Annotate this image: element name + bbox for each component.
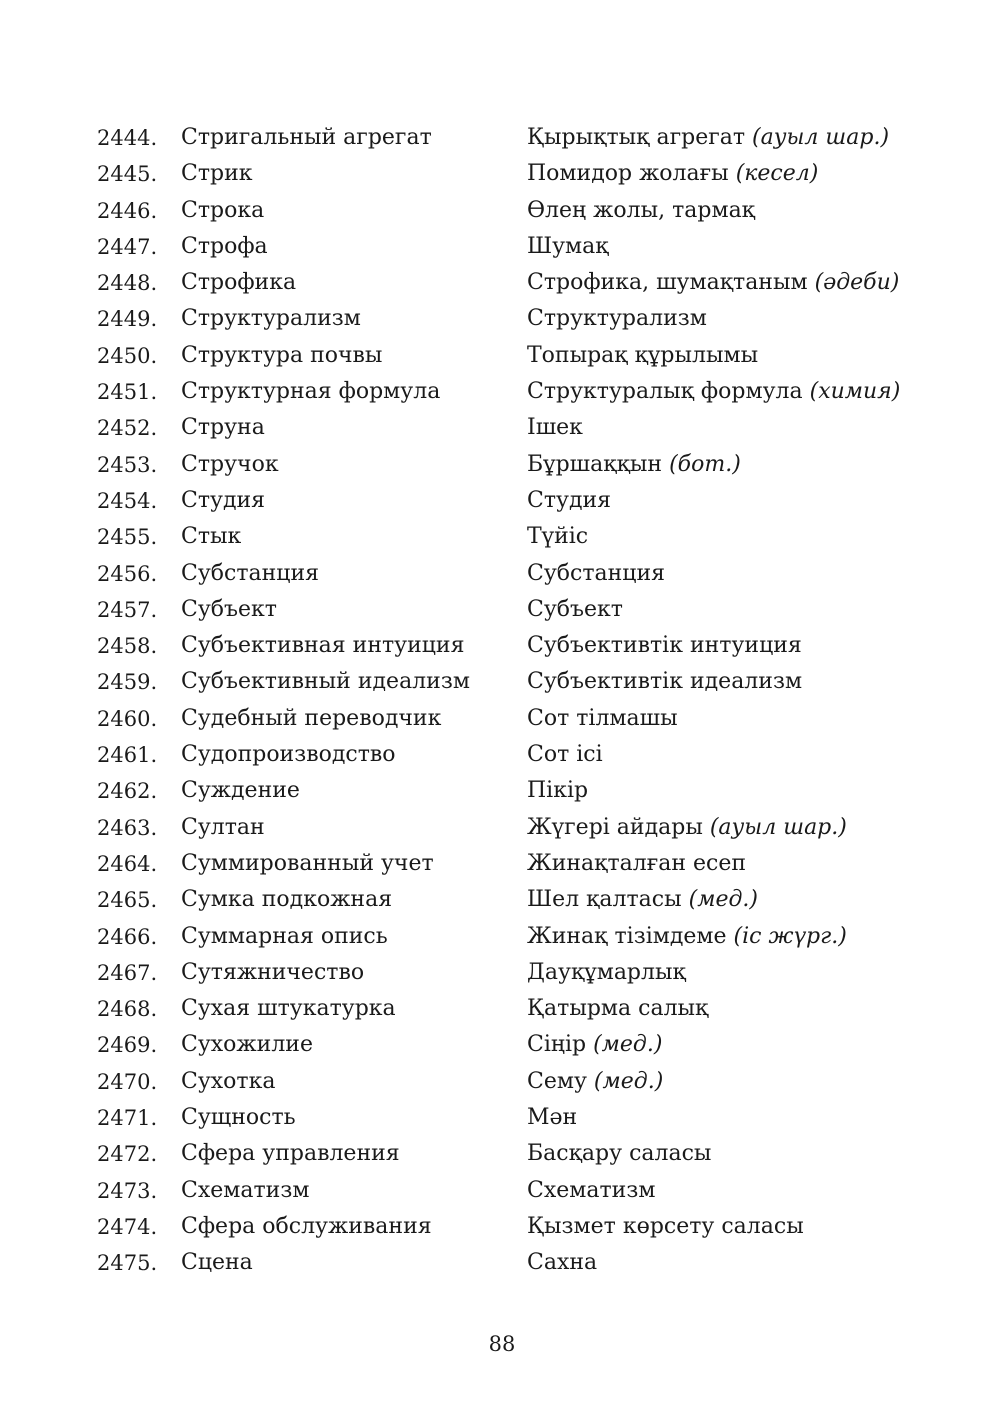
dictionary-entry (0, 265, 1004, 301)
dictionary-entry (0, 919, 1004, 955)
entry-number: 2449. (97, 307, 158, 332)
domain-note: (мед.) (688, 887, 759, 913)
kazakh-term: Субъективтік идеализм (527, 669, 803, 695)
kazakh-term: Жүгері айдары (527, 814, 703, 840)
dictionary-entry (0, 1209, 1004, 1245)
dictionary-entry (0, 156, 1004, 192)
russian-term: Сухая штукатурка (181, 996, 396, 1022)
entry-number: 2466. (97, 924, 158, 949)
entry-number: 2460. (97, 706, 158, 731)
entry-number: 2445. (97, 162, 158, 187)
domain-note: (мед.) (593, 1068, 664, 1094)
entry-number: 2463. (97, 815, 158, 840)
russian-term: Субъект (181, 596, 277, 622)
dictionary-entry (0, 338, 1004, 374)
dictionary-entry (0, 882, 1004, 918)
kazakh-term: Сему (527, 1068, 587, 1094)
dictionary-entry (0, 737, 1004, 773)
russian-term: Стык (181, 524, 242, 550)
kazakh-translation (527, 120, 889, 156)
russian-term: Сфера управления (181, 1141, 400, 1167)
kazakh-term: Жинақталған есеп (527, 850, 747, 876)
dictionary-entry (0, 773, 1004, 809)
dictionary-entry (0, 592, 1004, 628)
dictionary-entry (0, 410, 1004, 446)
kazakh-term: Субъективтік интуиция (527, 633, 802, 659)
kazakh-translation (527, 447, 741, 483)
kazakh-term: Строфика, шумақтаным (527, 270, 808, 296)
entry-number: 2448. (97, 271, 158, 296)
kazakh-translation (527, 1245, 597, 1281)
entry-number: 2446. (97, 198, 158, 223)
domain-note: (кесел) (735, 161, 819, 187)
russian-term: Сутяжничество (181, 959, 365, 985)
kazakh-term: Помидор жолағы (527, 161, 729, 187)
kazakh-translation (527, 773, 588, 809)
domain-note: (ауыл шар.) (709, 814, 847, 840)
kazakh-translation (527, 664, 802, 700)
kazakh-term: Өлең жолы, тармақ (527, 197, 756, 223)
entry-number: 2472. (97, 1142, 158, 1167)
russian-term: Судебный переводчик (181, 705, 442, 731)
entry-number: 2451. (97, 380, 158, 405)
kazakh-translation (527, 882, 758, 918)
dictionary-entry (0, 1027, 1004, 1063)
dictionary-entry (0, 846, 1004, 882)
kazakh-term: Қырықтық агрегат (527, 125, 746, 150)
kazakh-term: Пікір (527, 778, 589, 804)
dictionary-entries (0, 120, 1004, 1282)
dictionary-entry (0, 664, 1004, 700)
entry-number: 2450. (97, 343, 158, 368)
kazakh-translation (527, 519, 588, 555)
entry-number: 2458. (97, 634, 158, 659)
dictionary-entry (0, 1136, 1004, 1172)
kazakh-term: Бұршаққын (527, 451, 663, 477)
kazakh-term: Сот тілмашы (527, 705, 678, 731)
domain-note: (ауыл шар.) (752, 125, 890, 150)
entry-number: 2465. (97, 888, 158, 913)
kazakh-translation (527, 1136, 711, 1172)
dictionary-entry (0, 374, 1004, 410)
russian-term: Субъективный идеализм (181, 669, 470, 695)
entry-number: 2444. (97, 126, 158, 150)
kazakh-translation (527, 701, 678, 737)
kazakh-translation (527, 1173, 655, 1209)
kazakh-translation (527, 846, 746, 882)
dictionary-entry (0, 483, 1004, 519)
dictionary-entry (0, 229, 1004, 265)
kazakh-translation (527, 193, 755, 229)
russian-term: Стручок (181, 451, 279, 477)
kazakh-translation (527, 1209, 804, 1245)
kazakh-translation (527, 737, 603, 773)
dictionary-entry (0, 447, 1004, 483)
russian-term: Строфа (181, 233, 268, 259)
dictionary-entry (0, 193, 1004, 229)
kazakh-translation (527, 1027, 662, 1063)
russian-term: Студия (181, 487, 266, 513)
entry-number: 2471. (97, 1106, 158, 1131)
russian-term: Сумка подкожная (181, 887, 393, 913)
page-number: 88 (488, 1332, 516, 1356)
kazakh-translation (527, 592, 623, 628)
russian-term: Структурная формула (181, 379, 441, 405)
domain-note: (іс жүрг.) (733, 923, 847, 949)
entry-number: 2459. (97, 670, 158, 695)
kazakh-term: Студия (527, 487, 612, 513)
russian-term: Строфика (181, 270, 297, 296)
kazakh-translation (527, 556, 665, 592)
kazakh-translation (527, 810, 847, 846)
dictionary-entry (0, 120, 1004, 156)
domain-note: (бот.) (669, 451, 741, 477)
russian-term: Строка (181, 197, 265, 223)
russian-term: Струна (181, 415, 265, 441)
russian-term: Стрик (181, 161, 253, 187)
dictionary-entry (0, 519, 1004, 555)
dictionary-entry (0, 701, 1004, 737)
russian-term: Структурализм (181, 306, 361, 332)
entry-number: 2467. (97, 960, 158, 985)
kazakh-term: Структурализм (527, 306, 707, 332)
russian-term: Сцена (181, 1250, 253, 1276)
kazakh-term: Схематизм (527, 1177, 656, 1203)
dictionary-entry (0, 810, 1004, 846)
domain-note: (мед.) (593, 1032, 663, 1058)
entry-number: 2456. (97, 561, 158, 586)
russian-term: Сухотка (181, 1068, 276, 1094)
russian-term: Судопроизводство (181, 742, 396, 768)
entry-number: 2457. (97, 597, 158, 622)
dictionary-entry (0, 301, 1004, 337)
entry-number: 2474. (97, 1214, 158, 1239)
entry-number: 2455. (97, 525, 158, 550)
kazakh-translation (527, 955, 686, 991)
russian-term: Субъективная интуиция (181, 633, 465, 659)
kazakh-translation (527, 156, 818, 192)
kazakh-translation (527, 483, 611, 519)
kazakh-term: Жинақ тізімдеме (527, 923, 727, 949)
kazakh-translation (527, 1064, 663, 1100)
russian-term: Субстанция (181, 560, 319, 586)
russian-term: Стригальный агрегат (181, 125, 432, 150)
entry-number: 2461. (97, 743, 158, 768)
kazakh-translation (527, 628, 802, 664)
domain-note: (химия) (809, 379, 901, 405)
entry-number: 2473. (97, 1178, 158, 1203)
dictionary-entry (0, 1245, 1004, 1281)
domain-note: (әдеби) (814, 270, 900, 296)
dictionary-entry (0, 556, 1004, 592)
kazakh-translation (527, 229, 609, 265)
entry-number: 2469. (97, 1033, 158, 1058)
kazakh-translation (527, 991, 708, 1027)
kazakh-term: Сіңір (527, 1032, 587, 1058)
kazakh-term: Субстанция (527, 560, 665, 586)
kazakh-translation (527, 410, 583, 446)
entry-number: 2453. (97, 452, 158, 477)
dictionary-entry (0, 628, 1004, 664)
kazakh-term: Сахна (527, 1250, 598, 1276)
entry-number: 2464. (97, 851, 158, 876)
dictionary-entry (0, 955, 1004, 991)
kazakh-term: Түйіс (527, 524, 589, 550)
russian-term: Сущность (181, 1105, 296, 1131)
russian-term: Суммированный учет (181, 850, 434, 876)
dictionary-entry (0, 991, 1004, 1027)
kazakh-term: Қызмет көрсету саласы (527, 1213, 804, 1239)
kazakh-translation (527, 1100, 577, 1136)
kazakh-term: Дауқұмарлық (527, 959, 686, 985)
entry-number: 2452. (97, 416, 158, 441)
entry-number: 2454. (97, 488, 158, 513)
entry-number: 2468. (97, 997, 158, 1022)
kazakh-term: Ішек (527, 415, 583, 441)
kazakh-translation (527, 265, 899, 301)
russian-term: Суждение (181, 778, 300, 804)
russian-term: Структура почвы (181, 342, 383, 368)
kazakh-term: Структуралық формула (527, 379, 803, 405)
russian-term: Султан (181, 814, 265, 840)
russian-term: Суммарная опись (181, 923, 388, 949)
kazakh-translation (527, 301, 707, 337)
kazakh-term: Қатырма салық (527, 996, 709, 1022)
kazakh-term: Шумақ (527, 233, 609, 259)
entry-number: 2470. (97, 1069, 158, 1094)
kazakh-translation (527, 374, 900, 410)
entry-number: 2462. (97, 779, 158, 804)
kazakh-term: Субъект (527, 596, 623, 622)
dictionary-entry (0, 1173, 1004, 1209)
entry-number: 2447. (97, 234, 158, 259)
russian-term: Схематизм (181, 1177, 310, 1203)
dictionary-entry (0, 1100, 1004, 1136)
kazakh-translation (527, 338, 758, 374)
kazakh-term: Мән (527, 1105, 578, 1131)
kazakh-translation (527, 919, 847, 955)
russian-term: Сфера обслуживания (181, 1213, 432, 1239)
dictionary-entry (0, 1064, 1004, 1100)
entry-number: 2475. (97, 1251, 158, 1276)
kazakh-term: Сот ісі (527, 742, 603, 768)
kazakh-term: Топырақ құрылымы (527, 342, 759, 368)
russian-term: Сухожилие (181, 1032, 313, 1058)
kazakh-term: Шел қалтасы (527, 887, 682, 913)
kazakh-term: Басқару саласы (527, 1141, 712, 1167)
